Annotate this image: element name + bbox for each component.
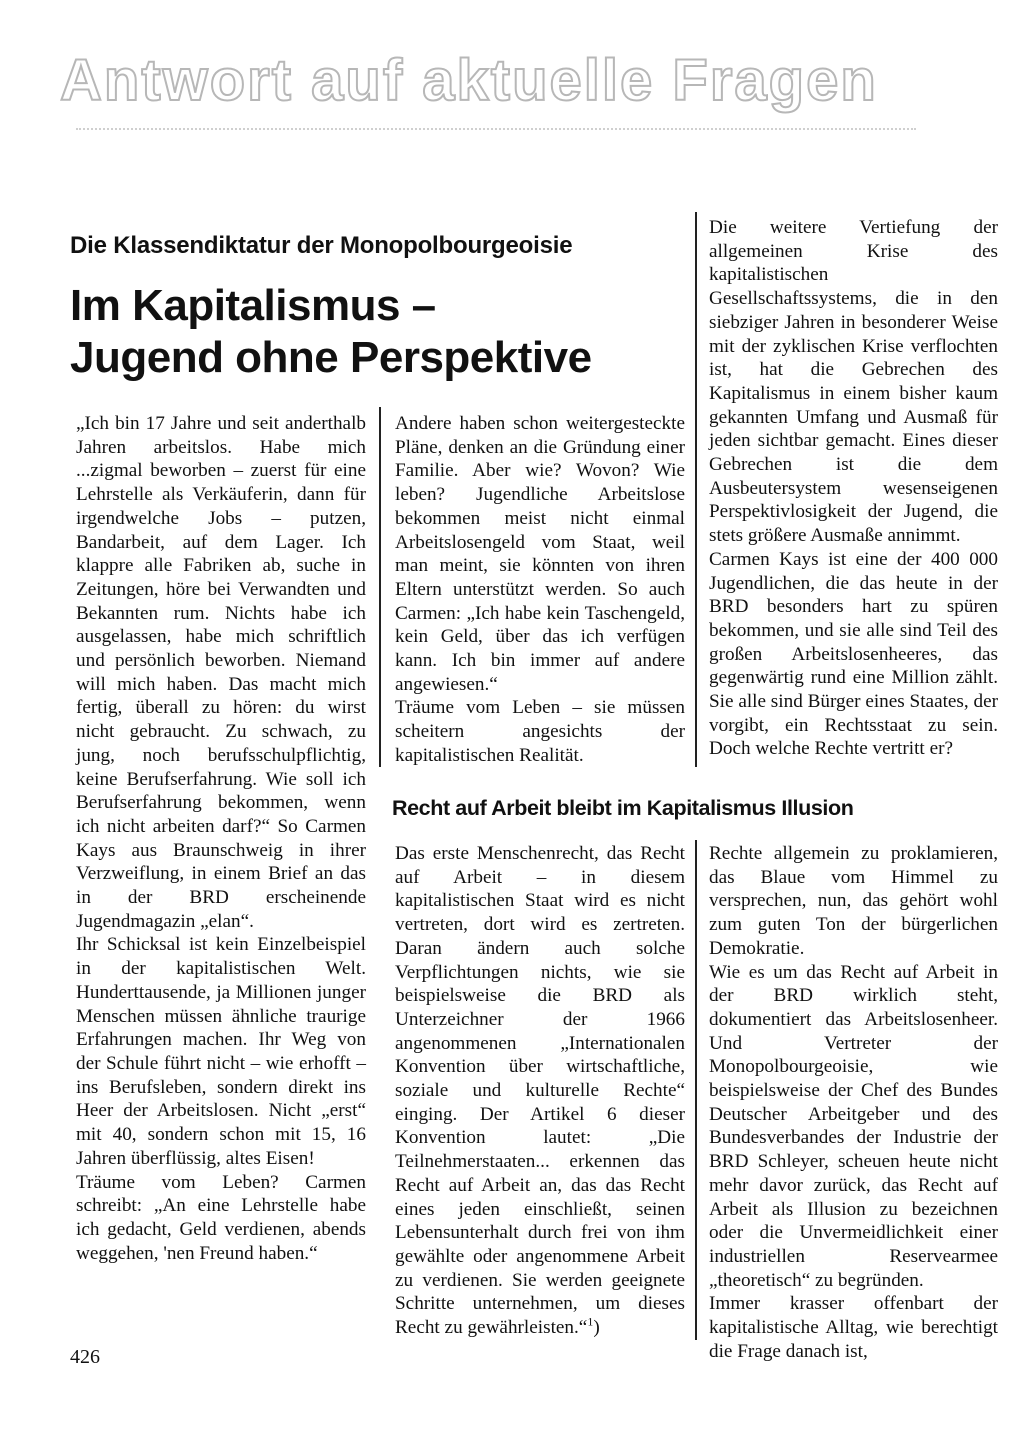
column-5-paragraph: Rechte allgemein zu proklamieren, das Blaue vom Himmel zu versprechen, nun, das gehört wohl zum guten Ton der bürgerlichen Demokratie. xyxy=(709,843,998,959)
footnote-close: ) xyxy=(593,1317,600,1339)
column-4-text: Das erste Menschenrecht, das Recht auf Arbeit – in diesem kapitalistischen Staat wird es nicht vertreten, dort wird es zertreten. Daran ändern auch solche Verpflichtungen nichts, wie sie beispielsweise die BRD als Unterzeichner der 1966 angenommenen „Internationalen Konvention über wirtschaftliche, soziale und kulturelle Rechte“ einging. Der Artikel 6 dieser Konvention lautet: „Die Teilnehmerstaaten... erkennen das Recht auf Arbeit an, das das Recht eines jeden einschließt, seinen Lebensunterhalt durch frei von ihm gewählte oder angenommene Arbeit zu verdienen. Sie werden geeignete Schritte unternehmen, um dieses Recht zu gewährleisten.“ xyxy=(395,843,685,1339)
column-2-paragraph: Träume vom Leben – sie müssen scheitern angesichts der kapitalistischen Realität. xyxy=(395,697,685,766)
column-3-paragraph: Die weitere Vertiefung der allgemeinen Krise des kapitalistischen Gesellschaftssystems, die in den siebziger Jahren in besonderer Weise mit der zyklischen Krise verflochten ist, hat die Gebrechen des Kapitalismus in einem bisher kaum gekannten Umfang und Ausmaß für jeden sichtbar gemacht. Eines dieser Gebrechen ist die dem Ausbeutersystem wesenseigenen Perspektivlosigkeit der Jugend, die stets größere Ausmaße annimmt. xyxy=(709,217,998,547)
column-4-paragraph xyxy=(395,842,685,1340)
column-1 xyxy=(76,412,366,1265)
column-5-paragraph: Wie es um das Recht auf Arbeit in der BRD wirklich steht, dokumentiert das Arbeitslosenheer. Und Vertreter der Monopolbourgeoisie, wie beispielsweise der Chef des Bundes Deutscher Arbeitgeber und des Bundesverbandes der Industrie der BRD Schleyer, scheuen heute nicht mehr davor zurück, das Recht auf Arbeit als Illusion zu bezeichnen oder die Unvermeidlichkeit einer industriellen Reservearmee „theoretisch“ zu begründen. xyxy=(709,961,998,1291)
column-1-paragraph: „Ich bin 17 Jahre und seit anderthalb Jahren arbeitslos. Habe mich ...zigmal beworben – zuerst für eine Lehrstelle als Verkäuferin, dann für irgendwelche Jobs – putzen, Bandarbeit, auf dem Lager. Ich klappre alle Fabriken ab, suche in Zeitungen, höre bei Verwandten und Bekannten rum. Nichts habe ich ausgelassen, habe mich schriftlich und persönlich beworben. Niemand will mich haben. Das macht mich fertig, überall zu hören: du wirst nicht gebraucht. Zu schwach, zu jung, noch berufsschulpflichtig, keine Berufserfahrung. Wie soll ich Berufserfahrung bekommen, wenn ich nicht arbeiten darf?“ So Carmen Kays aus Braunschweig in ihrer Verzweiflung, in einem Brief an das in der BRD erscheinende Jugendmagazin „elan“. xyxy=(76,413,366,932)
headline-line-1: Im Kapitalismus – xyxy=(70,281,436,330)
page-number: 426 xyxy=(70,1346,100,1368)
column-1-paragraph: Ihr Schicksal ist kein Einzelbeispiel in der kapitalistischen Welt. Hunderttausende, ja Millionen junger Menschen müssen ähnliche traurige Erfahrungen machen. Ihr Weg von der Schule führt nicht – wie erhofft – ins Berufsleben, sondern direkt ins Heer der Arbeitslosen. Nicht „erst“ mit 40, sondern schon mit 15, 16 Jahren überflüssig, altes Eisen! xyxy=(76,934,366,1169)
article-headline xyxy=(70,280,690,384)
column-5-paragraph: Immer krasser offenbart der kapitalistische Alltag, wie berechtigt die Frage danach ist, xyxy=(709,1293,998,1362)
section-heading: Recht auf Arbeit bleibt im Kapitalismus Illusion xyxy=(392,796,854,820)
header-divider xyxy=(76,128,916,130)
column-2 xyxy=(395,412,685,768)
column-divider xyxy=(695,840,697,1340)
footnote-mark: 1 xyxy=(587,1314,594,1329)
column-3 xyxy=(709,216,998,761)
headline-line-2: Jugend ohne Perspektive xyxy=(70,333,592,382)
column-divider xyxy=(379,407,381,767)
column-2-paragraph: Andere haben schon weitergesteckte Pläne, denken an die Gründung einer Familie. Aber wie? Wovon? Wie leben? Jugendliche Arbeitslose bekommen meist nicht einmal Arbeitslosengeld vom Staat, weil man meint, sie könnten von ihren Eltern unterstützt werden. So auch Carmen: „Ich habe kein Taschengeld, kein Geld, über das ich verfügen kann. Ich bin immer auf andere angewiesen.“ xyxy=(395,413,685,695)
series-title: Antwort auf aktuelle Fragen xyxy=(60,48,878,113)
column-3-paragraph: Carmen Kays ist eine der 400 000 Jugendlichen, die das heute in der BRD besonders hart zu spüren bekommen, und sie alle sind Teil des großen Arbeitslosenheeres, das gegenwärtig rund eine Million zählt. Sie alle sind Bürger eines Staates, der vorgibt, ein Rechtsstaat zu sein. Doch welche Rechte vertritt er? xyxy=(709,548,998,760)
column-5 xyxy=(709,842,998,1363)
column-1-paragraph: Träume vom Leben? Carmen schreibt: „An eine Lehrstelle habe ich gedacht, Geld verdienen, abends weggehen, 'nen Freund haben.“ xyxy=(76,1171,366,1264)
article-kicker: Die Klassendiktatur der Monopolbourgeoisie xyxy=(70,232,573,259)
column-4 xyxy=(395,842,685,1340)
column-divider xyxy=(695,212,697,767)
